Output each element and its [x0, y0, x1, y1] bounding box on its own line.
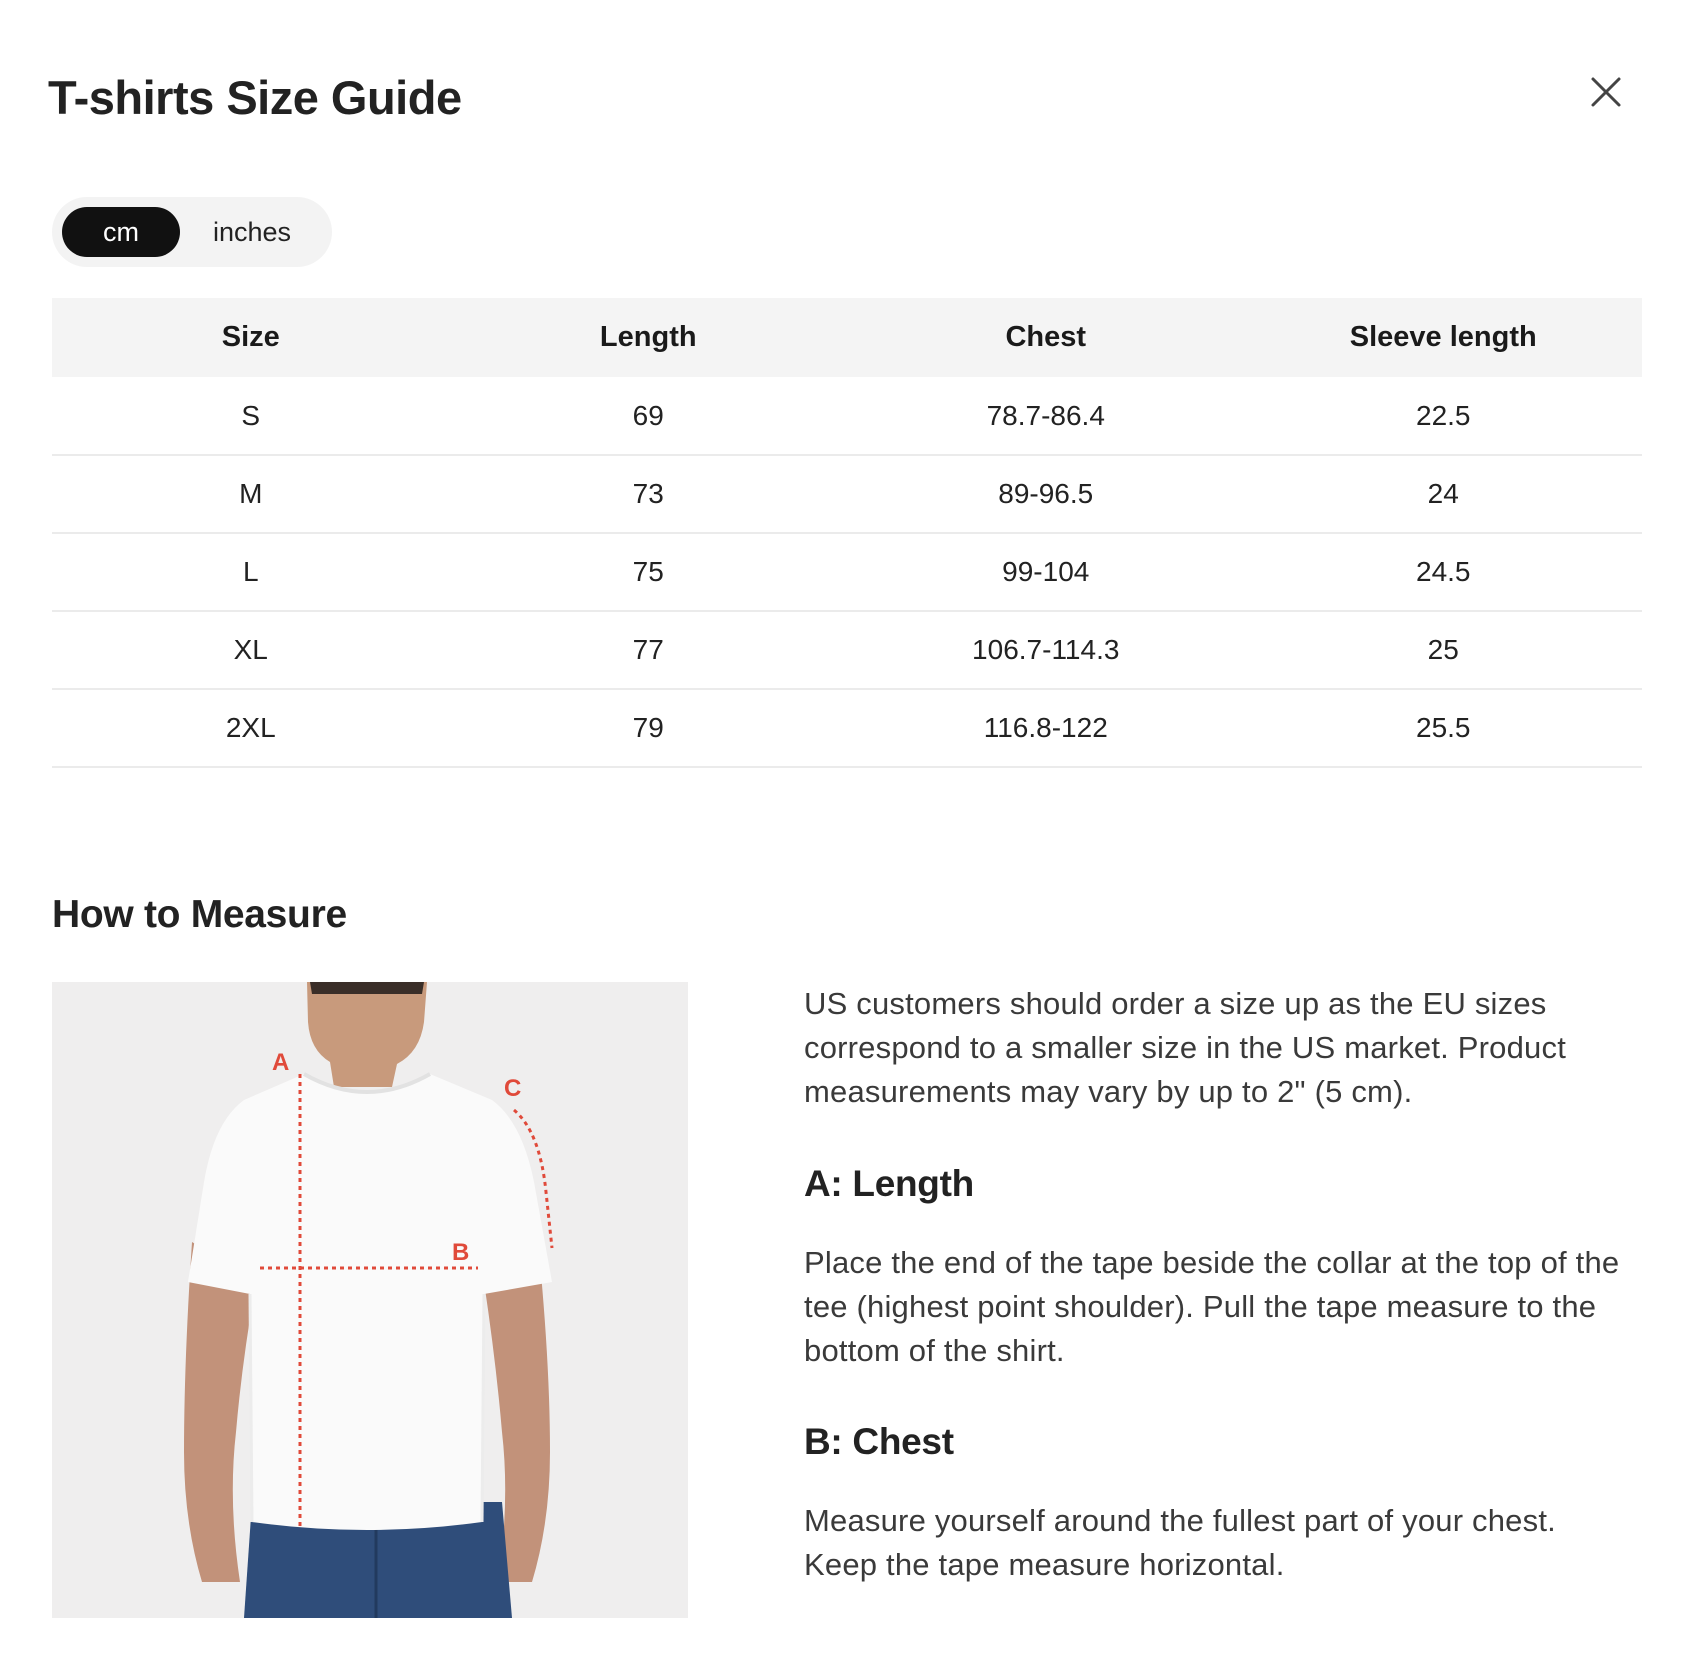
table-row [52, 689, 1642, 767]
table-header-row [52, 298, 1642, 377]
column-header-chest: Chest [847, 298, 1245, 377]
measurement-photo [52, 982, 688, 1618]
unit-option-cm[interactable]: cm [62, 207, 180, 257]
cell-length: 73 [450, 455, 848, 533]
cell-length: 79 [450, 689, 848, 767]
cell-sleeve-length: 24.5 [1245, 533, 1643, 611]
modal-title: T-shirts Size Guide [48, 71, 462, 124]
length-instructions: Place the end of the tape beside the collar at the top of the tee (highest point shoulder). Pull the tape measure to the bottom of the shirt. [804, 1245, 1620, 1368]
cell-sleeve-length: 25 [1245, 611, 1643, 689]
table-row [52, 455, 1642, 533]
chest-heading: B: Chest [804, 1421, 954, 1462]
cell-sleeve-length: 22.5 [1245, 377, 1643, 455]
unit-option-inches[interactable]: inches [212, 216, 292, 247]
table-row [52, 533, 1642, 611]
cell-length: 77 [450, 611, 848, 689]
size-table [52, 298, 1642, 768]
cell-length: 69 [450, 377, 848, 455]
measure-label-c: C [504, 1075, 522, 1102]
chest-instructions: Measure yourself around the fullest part of your chest. Keep the tape measure horizontal. [804, 1503, 1556, 1582]
cell-chest: 78.7-86.4 [847, 377, 1245, 455]
model-tshirt-illustration [52, 982, 688, 1618]
how-to-measure-title: How to Measure [52, 893, 347, 936]
close-button[interactable] [1586, 72, 1626, 112]
close-icon [1590, 76, 1622, 108]
sizing-note: US customers should order a size up as the EU sizes correspond to a smaller size in the US market. Product measurements may vary by up to 2" (5 cm). [804, 986, 1567, 1109]
cell-chest: 116.8-122 [847, 689, 1245, 767]
measure-label-a: A [272, 1049, 290, 1076]
cell-chest: 106.7-114.3 [847, 611, 1245, 689]
cell-sleeve-length: 25.5 [1245, 689, 1643, 767]
column-header-length: Length [450, 298, 848, 377]
cell-size: L [52, 533, 450, 611]
cell-size: S [52, 377, 450, 455]
cell-size: M [52, 455, 450, 533]
column-header-size: Size [52, 298, 450, 377]
column-header-sleeve-length: Sleeve length [1245, 298, 1643, 377]
unit-toggle [52, 197, 332, 267]
cell-chest: 89-96.5 [847, 455, 1245, 533]
table-row [52, 377, 1642, 455]
measure-label-b: B [452, 1239, 470, 1266]
cell-chest: 99-104 [847, 533, 1245, 611]
cell-sleeve-length: 24 [1245, 455, 1643, 533]
table-row [52, 611, 1642, 689]
cell-length: 75 [450, 533, 848, 611]
cell-size: XL [52, 611, 450, 689]
cell-size: 2XL [52, 689, 450, 767]
length-heading: A: Length [804, 1163, 974, 1204]
